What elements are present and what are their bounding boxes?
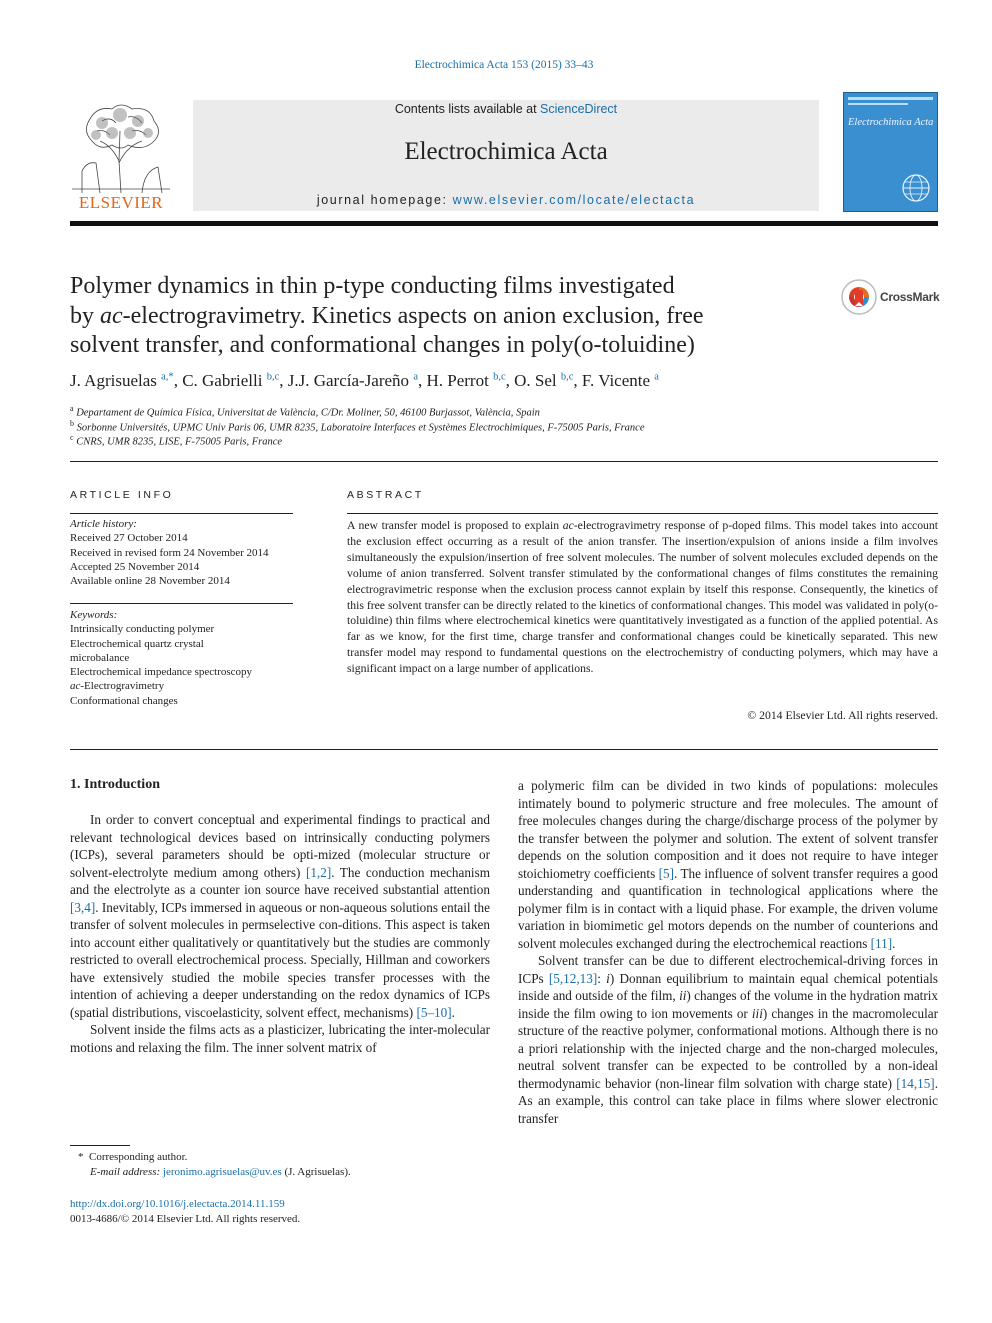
author-name[interactable]: J.J. García-Jareño bbox=[287, 371, 410, 390]
title-fragment: by bbox=[70, 302, 100, 329]
article-info-heading: ARTICLE INFO bbox=[70, 489, 174, 501]
abstract-copyright: © 2014 Elsevier Ltd. All rights reserved. bbox=[747, 709, 938, 722]
affiliation-divider bbox=[70, 461, 938, 462]
italic-text: iii bbox=[751, 1005, 763, 1021]
keyword-item: Intrinsically conducting polymer bbox=[70, 623, 215, 636]
author-list: J. Agrisuelas $^{a,*}$, C. Gabrielli $^{b,c}$, J.J. García-Jareño $^a$, H. Perrot $^{b,c}$, O. Sel $^{b,c}$, F. Vicente $^a$ bbox=[70, 371, 659, 390]
issn-line: 0013-4686/© 2014 Elsevier Ltd. All rights reserved. bbox=[70, 1213, 301, 1225]
citation-link[interactable]: [5,12,13] bbox=[548, 970, 598, 986]
crossmark-icon bbox=[840, 278, 878, 316]
email-suffix: (J. Agrisuelas). bbox=[281, 1166, 351, 1178]
italic-text: ii bbox=[679, 988, 687, 1003]
homepage-prefix: journal homepage: bbox=[316, 193, 453, 207]
citation-link[interactable]: [5] bbox=[658, 865, 675, 881]
homepage-line bbox=[193, 193, 819, 207]
keywords-divider bbox=[70, 603, 293, 604]
history-label: Article history: bbox=[70, 518, 137, 530]
email-label: E-mail address: bbox=[90, 1166, 163, 1178]
author-affil-marker[interactable]: a bbox=[413, 371, 418, 383]
abstract-text: A new transfer model is proposed to explain ac-electrogravimetry response of p-doped films. This model takes into account the exclusion effect occurring as a result of the anion transfer. The insertion/expulsion of anions inside a film involves simultaneously the expulsion/insertion of free solvent molecules. The number of solvent molecules excluded depends on the volume of anion transferred. Solvent transfer stimulated by the conformational changes of films constitutes the remaining electrogravimetric response when the exclusion process cannot explain by itself this response. Consequently, the kinetics of this free solvent transfer can be directly related to the kinetics of conformational changes. This model was validated in poly(o-toluidine) thin films where electrochemical kinetics were quantitatively investigated as a function of the applied potential. As far as we know, for the first time, charge transfer and conformational changes could be kinetically separated. This new transfer model may respond to fundamental questions on the electrochemistry of conducting polymers, which may have a significant impact on a large number of applications. bbox=[347, 519, 938, 676]
affiliation bbox=[70, 419, 930, 434]
cover-stripe bbox=[848, 103, 908, 105]
doi-block bbox=[70, 1197, 490, 1227]
title-line bbox=[70, 302, 830, 332]
title-fragment: -electrogravimetry. Kinetics aspects on anion exclusion, free bbox=[122, 302, 704, 329]
affiliation bbox=[70, 433, 930, 448]
crossmark-badge[interactable] bbox=[840, 278, 940, 318]
keyword-item: Electrochemical impedance spectroscopy bbox=[70, 666, 253, 679]
header-divider bbox=[70, 221, 938, 226]
author-affil-marker[interactable]: b,c bbox=[493, 371, 506, 383]
italic-text: i bbox=[606, 970, 610, 986]
title-fragment-italic: ac bbox=[100, 302, 123, 329]
doi-link[interactable]: http://dx.doi.org/10.1016/j.electacta.2014.11.159 bbox=[70, 1198, 285, 1210]
author-affil-marker[interactable]: a,* bbox=[161, 371, 174, 383]
citation-link[interactable]: [14,15] bbox=[896, 1075, 935, 1091]
journal-header-box bbox=[193, 100, 819, 211]
keyword-item: ac-Electrogravimetry bbox=[70, 680, 165, 693]
footnote-divider bbox=[70, 1145, 130, 1146]
author-affil-marker[interactable]: a bbox=[654, 371, 659, 383]
author-name[interactable]: F. Vicente bbox=[581, 371, 651, 390]
title-line: Polymer dynamics in thin p-type conducting films investigated bbox=[70, 273, 675, 299]
author-name[interactable]: O. Sel bbox=[514, 371, 557, 390]
affiliation bbox=[70, 404, 930, 419]
body-paragraph: a polymeric film can be divided in two kinds of populations: molecules intimately bound to polymeric structure and free molecules. The amount of free molecules changes during the charge/discharge process of the polymer by the transfer between the polymer and solution. The extent of solvent transfer depends on the solution composition and it does not require to have integer stoichiometry coefficients [5]. The influence of solvent transfer requires a good understanding and quantification in technological applications where the polymer film is in contact with a liquid phase. For example, the driven volume variation in biomimetic gel motors depends on the number of counterions and solvent molecules exchanged during the electrochemical reactions [11]. bbox=[518, 778, 938, 951]
author-affil-marker[interactable]: b,c bbox=[266, 371, 280, 383]
keyword-item: Conformational changes bbox=[70, 694, 178, 707]
affiliation-text: CNRS, UMR 8235, LISE, F-75005 Paris, France bbox=[76, 436, 283, 448]
author-name[interactable]: H. Perrot bbox=[426, 371, 489, 390]
citation-link[interactable]: [3,4] bbox=[70, 899, 96, 915]
email-line bbox=[70, 1165, 490, 1180]
cover-stripe bbox=[848, 97, 933, 100]
body-paragraph: In order to convert conceptual and experimental findings to practical and relevant technological devices based on intrinsically conducting polymers (ICPs), several parameters should be opti-mized (molecular structure or solvent-electrolyte medium among others) [1,2]. The conduction mechanism and the electrolyte as a counter ion source have received substantial attention [3,4]. Inevitably, ICPs immersed in aqueous or non-aqueous solutions entail the transfer of solvent molecules in permselective con-ditions. This aspect is taken into account either qualitatively or quantitatively but the studies are commonly restricted to overall electrochemical process. Specially, Hillman and coworkers have extensively studied the mobile species transfer processes with the intention of achieving a deeper understanding on the redox dynamics of ICPs (spatial distributions, viscoelasticity, solvent effect, mechanisms) [5–10]. bbox=[70, 812, 490, 1020]
email-link[interactable]: jeronimo.agrisuelas@uv.es bbox=[162, 1166, 282, 1178]
citation-link[interactable]: [5–10] bbox=[416, 1004, 452, 1020]
history-item: Available online 28 November 2014 bbox=[70, 575, 230, 588]
body-column-left bbox=[70, 811, 490, 1056]
abstract-divider bbox=[347, 513, 938, 514]
keyword-item: Electrochemical quartz crystal bbox=[70, 637, 204, 650]
affiliation-text: Departament de Química Física, Universitat de València, C/Dr. Moliner, 50, 46100 Burjassot, València, Spain bbox=[76, 407, 540, 419]
journal-title: Electrochimica Acta bbox=[404, 138, 608, 165]
journal-cover-image[interactable] bbox=[843, 92, 938, 212]
footnote-line bbox=[70, 1150, 490, 1165]
keywords-list bbox=[70, 608, 295, 708]
footnote-text: Corresponding author. bbox=[89, 1151, 188, 1163]
section-heading-introduction: 1. Introduction bbox=[70, 777, 160, 792]
cover-title: Electrochimica Acta bbox=[848, 117, 934, 128]
affiliation-marker: c bbox=[70, 433, 74, 442]
article-history bbox=[70, 517, 295, 588]
history-item: Accepted 25 November 2014 bbox=[70, 560, 200, 573]
citation-link[interactable]: [1,2] bbox=[305, 864, 332, 880]
globe-icon bbox=[901, 173, 931, 203]
footnote bbox=[70, 1150, 490, 1180]
author-name[interactable]: C. Gabrielli bbox=[182, 371, 263, 390]
crossmark-label: CrossMark bbox=[880, 290, 940, 304]
affiliation-text: Sorbonne Universités, UPMC Univ Paris 06, UMR 8235, Laboratoire Interfaces et Systèmes Electrochimiques, F-75005 Paris, France bbox=[76, 422, 645, 434]
citation-link[interactable]: [11] bbox=[870, 935, 893, 951]
article-title bbox=[70, 272, 830, 361]
body-paragraph: Solvent transfer can be due to different electrochemical-driving forces in ICPs [5,12,13]: i) Donnan equilibrium to maintain equal chemical potentials inside and outside of the film, ii) changes of the volume in the hydration matrix inside the film owing to ion movements or iii) changes in the macromolecular structure of the reactive polymer, conformational motions. Although there is no a priori relationship with the injected charge and the non-charged molecules, neutral solvent transfer can be expected to be controlled by a non-ideal thermodynamic behavior (non-linear film solvation with charge state) [14,15]. As an example, this control can take place in films where slower electronic transfer bbox=[518, 953, 938, 1126]
keyword-item: microbalance bbox=[70, 651, 130, 664]
homepage-link[interactable]: www.elsevier.com/locate/electacta bbox=[452, 193, 696, 207]
article-info-divider bbox=[70, 513, 293, 514]
contents-prefix: Contents lists available at bbox=[394, 102, 541, 116]
title-line: solvent transfer, and conformational changes in poly(o-toluidine) bbox=[70, 332, 695, 358]
contents-line bbox=[193, 102, 819, 116]
history-item: Received in revised form 24 November 2014 bbox=[70, 546, 269, 559]
elsevier-tree-icon bbox=[72, 101, 170, 193]
affiliation-marker: a bbox=[70, 404, 74, 413]
abstract-bottom-divider bbox=[70, 749, 938, 750]
journal-citation[interactable]: Electrochimica Acta 153 (2015) 33–43 bbox=[414, 59, 594, 71]
abstract-heading: ABSTRACT bbox=[347, 489, 424, 501]
footnote-marker: * bbox=[78, 1151, 84, 1163]
history-item: Received 27 October 2014 bbox=[70, 532, 188, 545]
author-name[interactable]: J. Agrisuelas bbox=[70, 371, 157, 390]
body-column-right bbox=[518, 777, 938, 1127]
author-affil-marker[interactable]: b,c bbox=[560, 371, 574, 383]
affiliation-marker: b bbox=[70, 419, 74, 428]
body-paragraph: Solvent inside the films acts as a plasticizer, lubricating the inter-molecular motions and relaxing the film. The inner solvent matrix of bbox=[70, 1022, 490, 1055]
elsevier-logo[interactable] bbox=[70, 101, 172, 213]
keywords-label: Keywords: bbox=[70, 609, 118, 621]
elsevier-wordmark: ELSEVIER bbox=[78, 193, 164, 212]
sciencedirect-link[interactable]: ScienceDirect bbox=[540, 102, 618, 116]
